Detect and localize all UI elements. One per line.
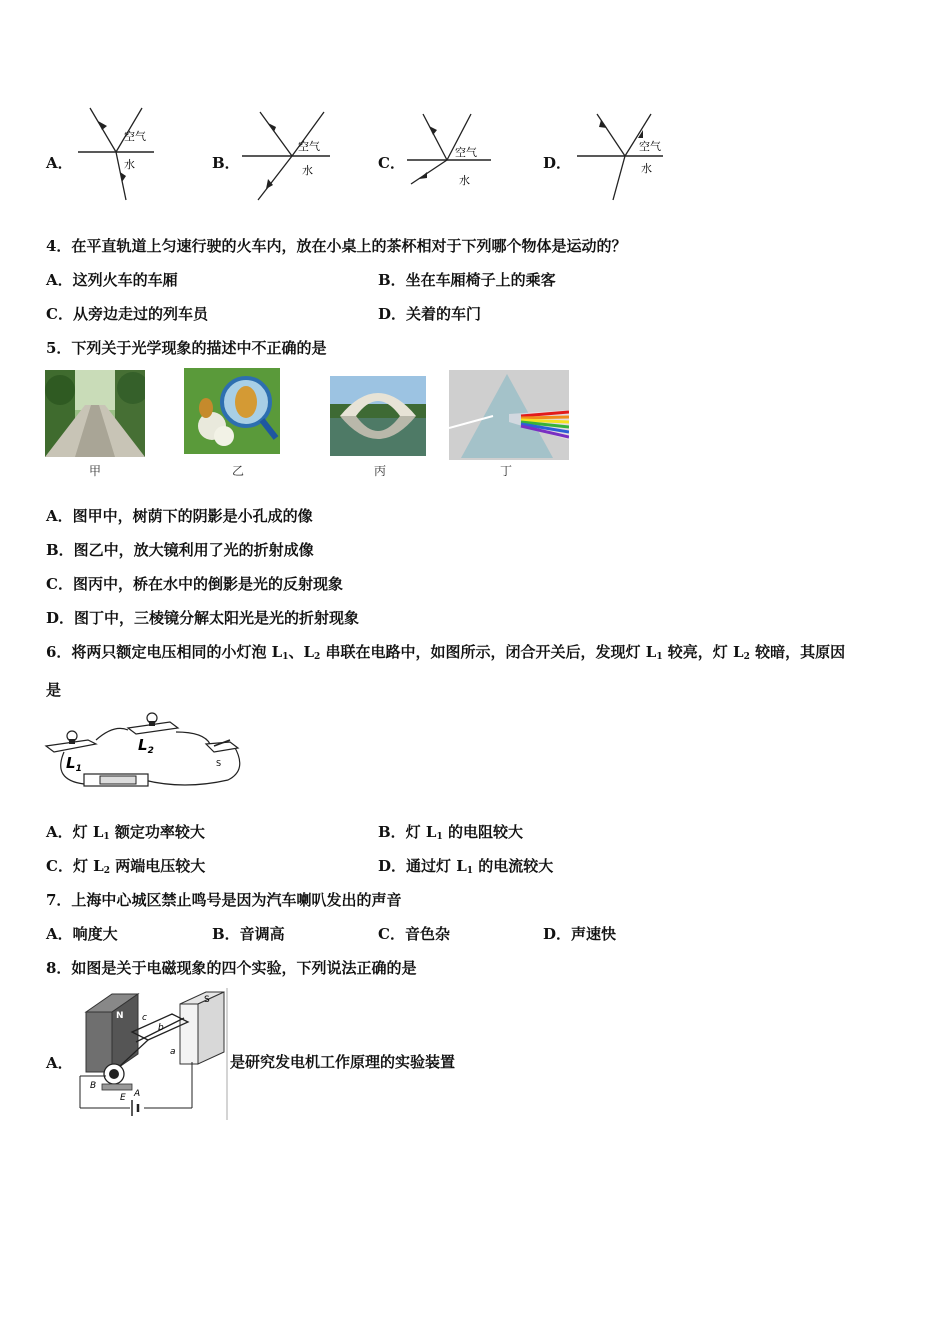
q4-option-a: A．这列火车的车厢 [46, 271, 178, 289]
q7-stem: 7．上海中心城区禁止鸣号是因为汽车喇叭发出的声音 [46, 891, 402, 909]
q5-option-b: B．图乙中，放大镜利用了光的折射成像 [46, 541, 314, 559]
q3-b-air: 空气 [298, 140, 320, 153]
q8-option-a-label: A． [46, 1054, 73, 1072]
q3-d-water: 水 [641, 162, 652, 175]
q4-stem: 4．在平直轨道上匀速行驶的火车内，放在小桌上的茶杯相对于下列哪个物体是运动的？ [46, 237, 627, 255]
q5-option-a: A．图甲中，树荫下的阴影是小孔成的像 [46, 507, 313, 525]
q8-fig-label-s: S [204, 995, 210, 1005]
q5-image-jia [45, 370, 145, 457]
q4-option-b: B．坐在车厢椅子上的乘客 [378, 271, 556, 289]
q4-option-c: C．从旁边走过的列车员 [46, 305, 208, 323]
q8-fig-label-e: E [120, 1093, 126, 1103]
q8-option-a-text: 是研究发电机工作原理的实验装置 [230, 1053, 456, 1071]
q5-caption-jia: 甲 [89, 464, 102, 478]
q5-caption-yi: 乙 [232, 464, 245, 478]
q7-option-a: A．响度大 [46, 925, 118, 943]
q3-option-d-label: D． [543, 154, 572, 172]
q3-c-water: 水 [459, 174, 470, 187]
q8-fig-label-b2: b [158, 1023, 164, 1033]
q3-option-a-diagram [76, 104, 156, 204]
q3-a-air: 空气 [124, 130, 146, 143]
q5-option-c: C．图丙中，桥在水中的倒影是光的反射现象 [46, 575, 343, 593]
q8-fig-label-c: c [142, 1013, 147, 1023]
q5-stem: 5．下列关于光学现象的描述中不正确的是 [46, 339, 327, 357]
q6-option-d: D．通过灯 $L_1$ 的电流较大 [378, 857, 554, 876]
q5-caption-bing: 丙 [374, 464, 387, 478]
q6-option-c: C．灯 $L_2$ 两端电压较大 [46, 857, 206, 876]
q7-option-c: C．音色杂 [378, 925, 450, 943]
q4-option-d: D．关着的车门 [378, 305, 482, 323]
q3-b-water: 水 [302, 164, 313, 177]
q8-fig-label-small-a: a [170, 1047, 176, 1057]
q3-c-air: 空气 [455, 146, 477, 159]
q5-option-d: D．图丁中，三棱镜分解太阳光是光的折射现象 [46, 609, 360, 627]
q3-a-water: 水 [124, 158, 135, 171]
q6-option-a: A．灯 $L_1$ 额定功率较大 [46, 823, 205, 842]
q6-stem: 6．将两只额定电压相同的小灯泡 $L_1$、$L_2$ 串联在电路中，如图所示，闭合开关后，发现灯 $L_1$ 较亮，灯 $L_2$ 较暗，其原因 [46, 643, 846, 662]
q6-stem-line2: 是 [46, 681, 62, 699]
q3-d-air: 空气 [639, 140, 661, 153]
q5-image-bing [330, 376, 426, 456]
q3-option-a-label: A． [46, 154, 73, 172]
q8-fig-label-n: N [116, 1011, 124, 1021]
q3-option-b-diagram [240, 104, 340, 204]
q6-option-b: B．灯 $L_1$ 的电阻较大 [378, 823, 523, 842]
q3-option-d-diagram [575, 106, 680, 202]
q5-caption-ding: 丁 [500, 464, 513, 478]
q8-fig-label-a: A [134, 1089, 141, 1099]
q5-image-ding [449, 370, 569, 460]
q3-option-c-diagram [405, 108, 500, 200]
q3-option-c-label: C． [378, 154, 405, 172]
q8-option-a-diagram [76, 988, 230, 1120]
q8-stem: 8．如图是关于电磁现象的四个实验，下列说法正确的是 [46, 959, 417, 977]
q6-circuit-diagram [44, 710, 244, 794]
q6-fig-l1: $L_1$ [66, 754, 82, 774]
q8-fig-label-b: B [90, 1081, 97, 1091]
q6-fig-l2: $L_2$ [138, 736, 154, 756]
q5-image-yi [184, 368, 280, 454]
q3-option-b-label: B． [212, 154, 240, 172]
q7-option-d: D．声速快 [543, 925, 617, 943]
q7-option-b: B．音调高 [212, 925, 285, 943]
q6-fig-switch: S [216, 759, 222, 768]
